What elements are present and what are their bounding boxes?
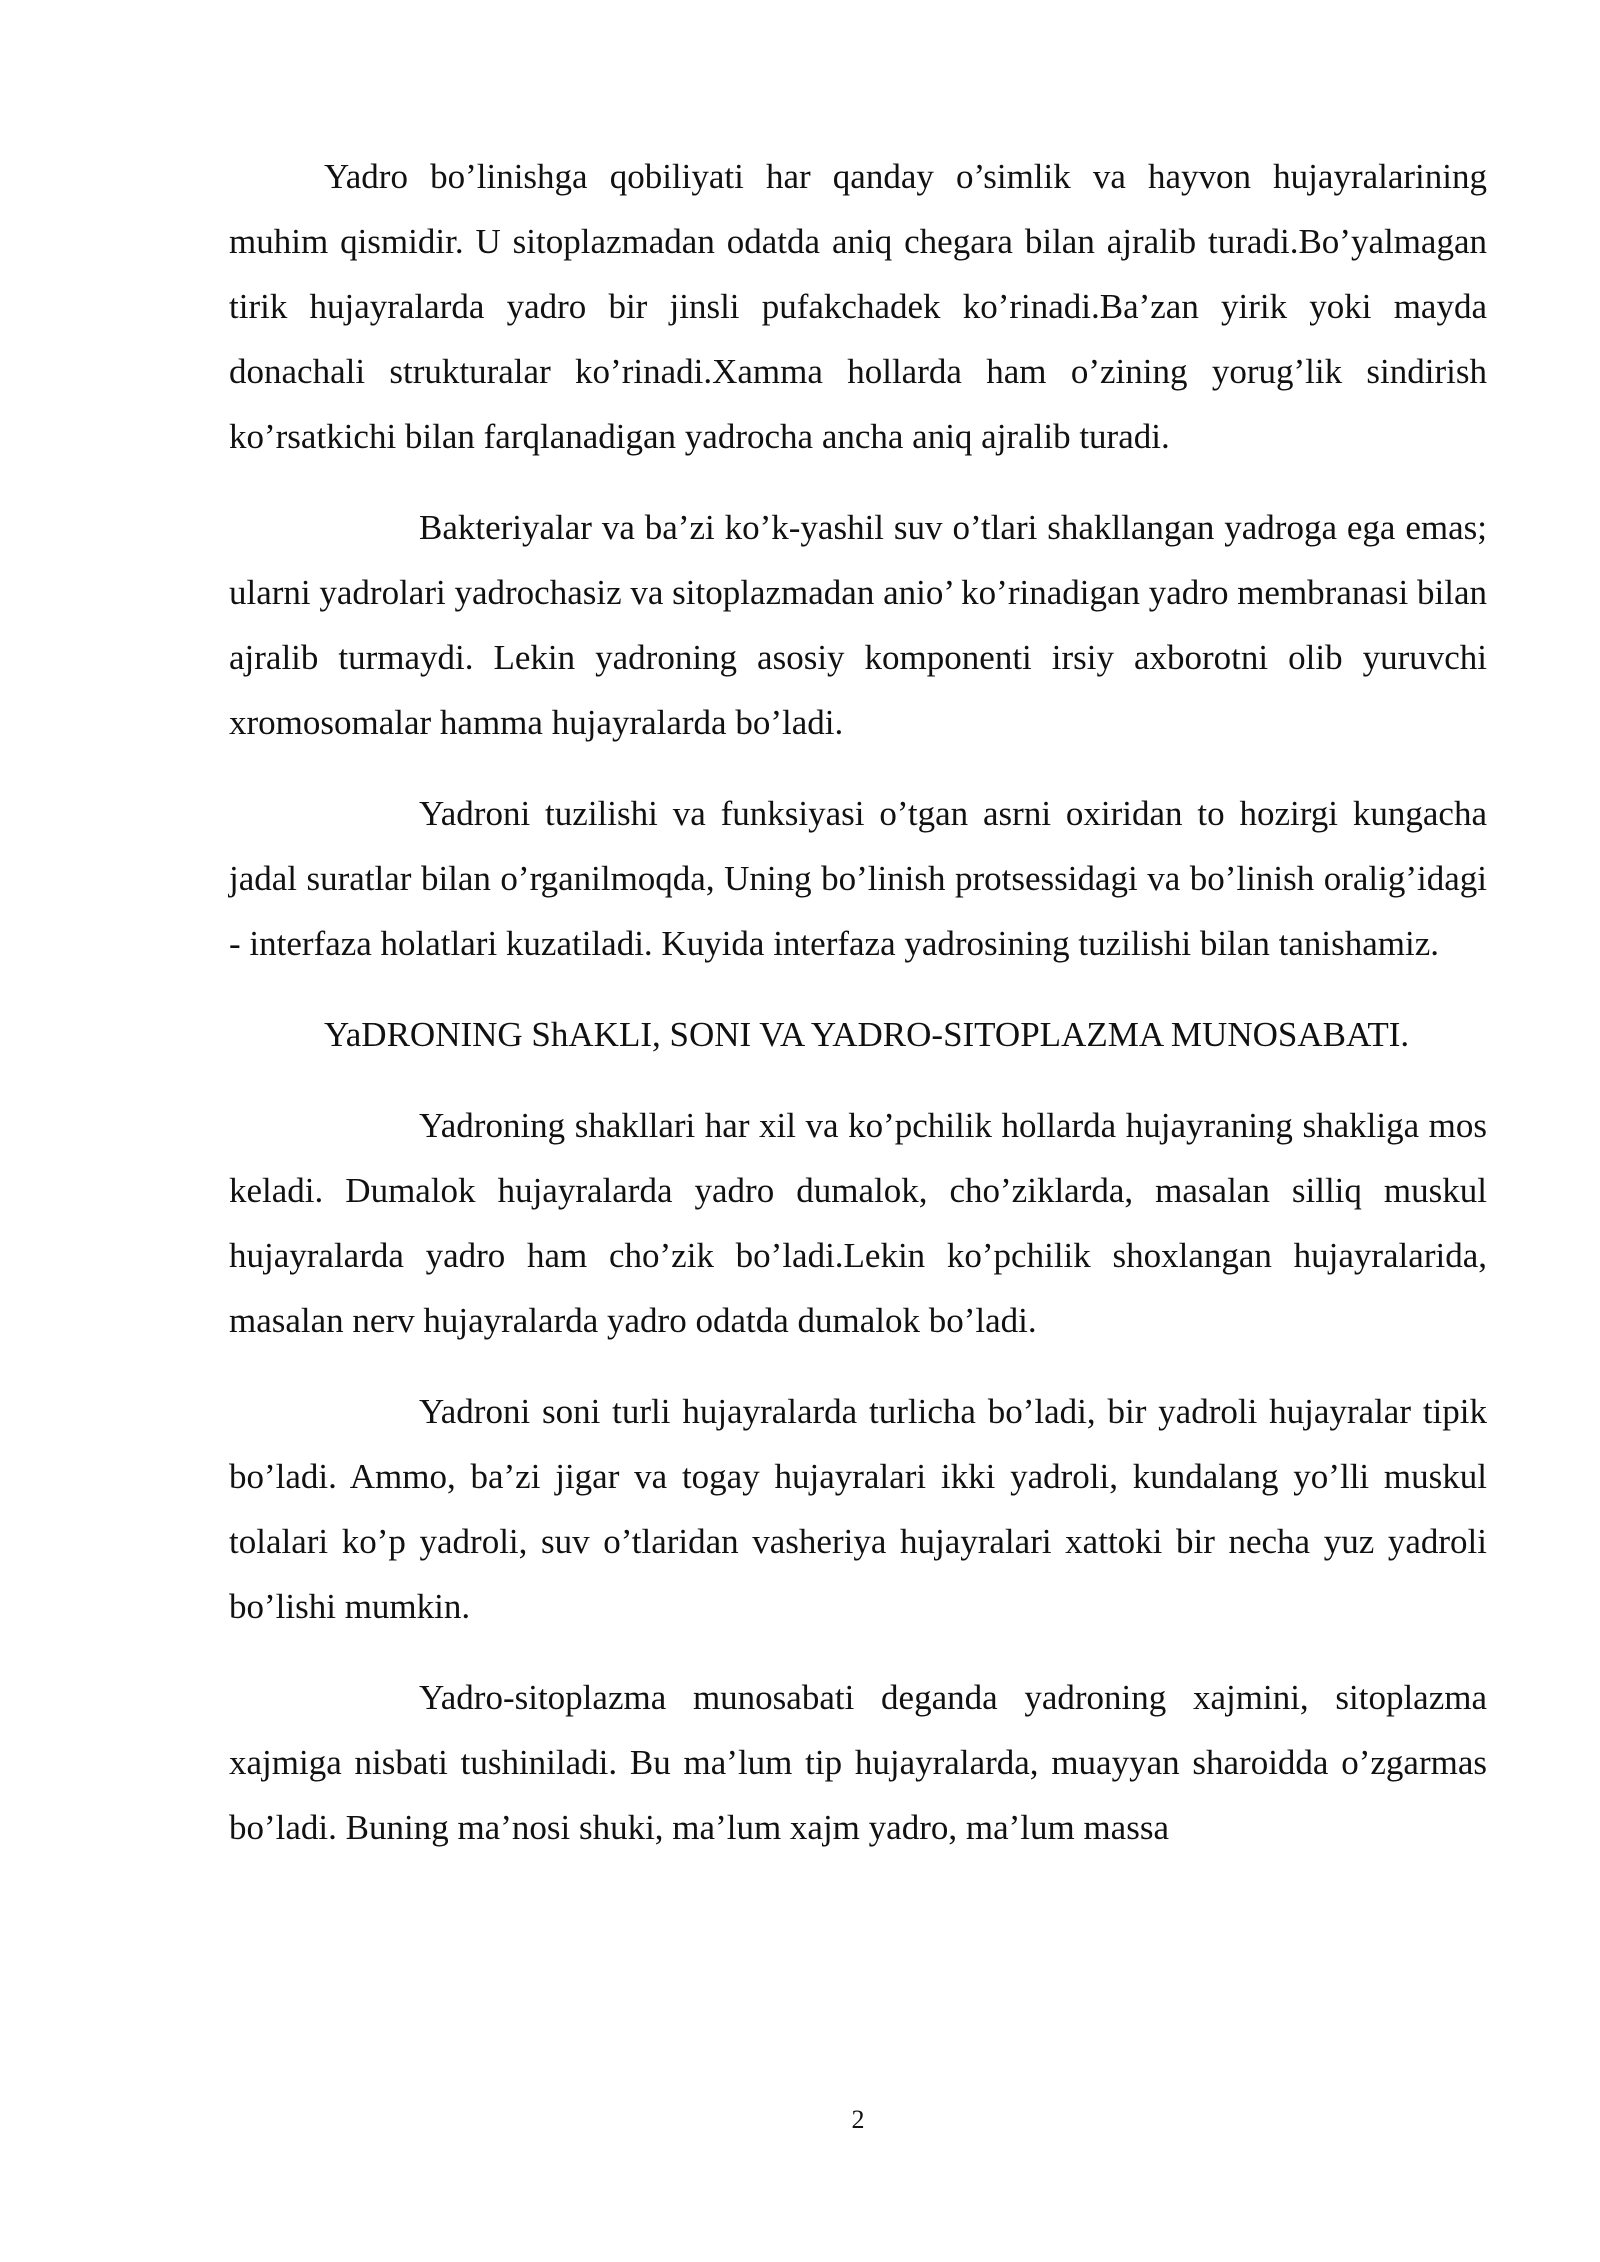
paragraph-yadro-sitoplazma: Yadro-sitoplazma munosabati deganda yadroning xajmini, sitoplazma xajmiga nisbati tushiniladi. Bu ma’lum tip hujayralarda, muayyan sharoidda o’zgarmas bo’ladi. Buning ma’nosi shuki, ma’lum xajm yadro, ma’lum massa — [229, 1678, 1487, 1847]
page-body — [229, 144, 1487, 1886]
paragraph-yadro-shakllari: Yadroning shakllari har xil va ko’pchilik hollarda hujayraning shakliga mos keladi. Dumalok hujayralarda yadro dumalok, cho’ziklarda, masalan silliq muskul hujayralarda yadro ham cho’zik bo’ladi.Lekin ko’pchilik shoxlangan hujayralarida, masalan nerv hujayralarda yadro odatda dumalok bo’ladi. — [229, 1106, 1487, 1340]
section-heading: YaDRONING ShAKLI, SONI VA YADRO-SITOPLAZMA MUNOSABATI. — [324, 1015, 1410, 1054]
paragraph-yadro-soni: Yadroni soni turli hujayralarda turlicha bo’ladi, bir yadroli hujayralar tipik bo’ladi. Ammo, ba’zi jigar va togay hujayralari ikki yadroli, kundalang yo’lli muskul tolalari ko’p yadroli, suv o’tlaridan vasheriya hujayralari xattoki bir necha yuz yadroli bo’lishi mumkin. — [229, 1392, 1487, 1626]
paragraph-yadro-intro: Yadro bo’linishga qobiliyati har qanday o’simlik va hayvon hujayralarining muhim qismidir. U sitoplazmadan odatda aniq chegara bilan ajralib turadi.Bo’yalmagan tirik hujayralarda yadro bir jinsli pufakchadek ko’rinadi.Ba’zan yirik yoki mayda donachali strukturalar ko’rinadi.Xamma hollarda ham o’zining yorug’lik sindirish ko’rsatkichi bilan farqlanadigan yadrocha ancha aniq ajralib turadi. — [229, 157, 1487, 456]
paragraph-bakteriyalar: Bakteriyalar va ba’zi ko’k-yashil suv o’tlari shakllangan yadroga ega emas; ularni yadrolari yadrochasiz va sitoplazmadan anio’ ko’rinadigan yadro membranasi bilan ajralib turmaydi. Lekin yadroning asosiy komponenti irsiy axborotni olib yuruvchi xromosomalar hamma hujayralarda bo’ladi. — [229, 508, 1487, 742]
paragraph-yadro-tuzilishi: Yadroni tuzilishi va funksiyasi o’tgan asrni oxiridan to hozirgi kungacha jadal suratlar bilan o’rganilmoqda, Uning bo’linish protsessidagi va bo’linish oralig’idagi - interfaza holatlari kuzatiladi. Kuyida interfaza yadrosining tuzilishi bilan tanishamiz. — [229, 794, 1487, 963]
page-number: 2 — [851, 2105, 865, 2134]
